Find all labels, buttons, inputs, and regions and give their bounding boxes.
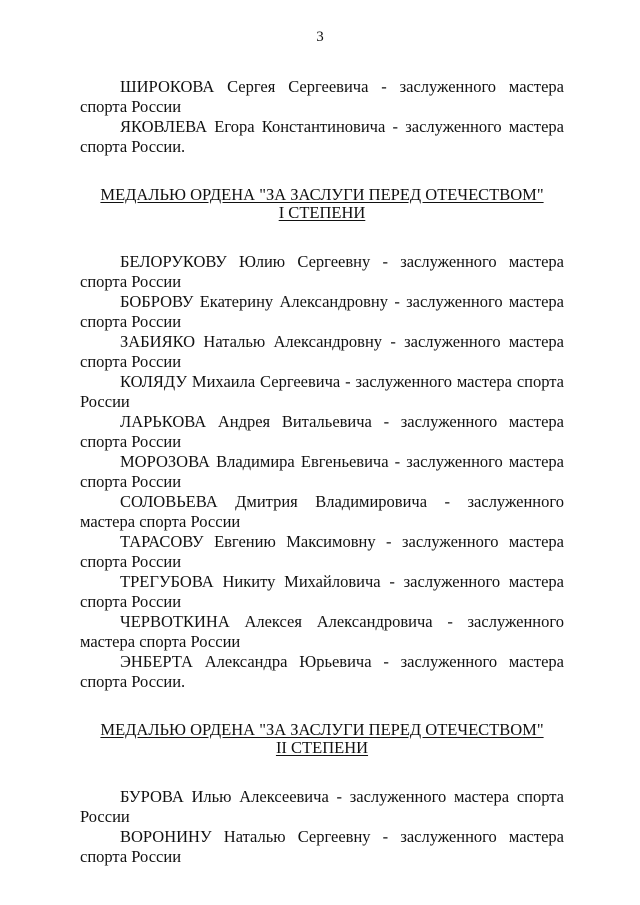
- section-heading-medal-2nd-degree: [80, 721, 564, 757]
- heading-line: II СТЕПЕНИ: [275, 738, 369, 757]
- award-entry: СОЛОВЬЕВА Дмитрия Владимировича - заслуженного мастера спорта России: [80, 492, 564, 531]
- award-entry: ЛАРЬКОВА Андрея Витальевича - заслуженного мастера спорта России: [80, 412, 564, 451]
- page-number: 3: [316, 29, 324, 45]
- award-entry: БОБРОВУ Екатерину Александровну - заслуженного мастера спорта России: [80, 292, 564, 331]
- award-entry: БУРОВА Илью Алексеевича - заслуженного мастера спорта России: [80, 787, 564, 826]
- award-entry: ШИРОКОВА Сергея Сергеевича - заслуженного мастера спорта России: [80, 77, 564, 116]
- decree-text: [80, 77, 564, 867]
- award-entry: ТРЕГУБОВА Никиту Михайловича - заслуженного мастера спорта России: [80, 572, 564, 611]
- award-entry: ВОРОНИНУ Наталью Сергеевну - заслуженного мастера спорта России: [80, 827, 564, 866]
- award-entry: БЕЛОРУКОВУ Юлию Сергеевну - заслуженного мастера спорта России: [80, 252, 564, 291]
- heading-line: МЕДАЛЬЮ ОРДЕНА "ЗА ЗАСЛУГИ ПЕРЕД ОТЕЧЕСТВОМ": [100, 185, 544, 204]
- award-entry: ТАРАСОВУ Евгению Максимовну - заслуженного мастера спорта России: [80, 532, 564, 571]
- award-entry: ЭНБЕРТА Александра Юрьевича - заслуженного мастера спорта России.: [80, 652, 564, 691]
- award-entry: МОРОЗОВА Владимира Евгеньевича - заслуженного мастера спорта России: [80, 452, 564, 491]
- award-entry: ЧЕРВОТКИНА Алексея Александровича - заслуженного мастера спорта России: [80, 612, 564, 651]
- heading-line: МЕДАЛЬЮ ОРДЕНА "ЗА ЗАСЛУГИ ПЕРЕД ОТЕЧЕСТВОМ": [100, 720, 544, 739]
- award-entry: КОЛЯДУ Михаила Сергеевича - заслуженного мастера спорта России: [80, 372, 564, 411]
- award-entry: ЯКОВЛЕВА Егора Константиновича - заслуженного мастера спорта России.: [80, 117, 564, 156]
- section-heading-medal-1st-degree: [80, 186, 564, 222]
- heading-line: I СТЕПЕНИ: [278, 203, 366, 222]
- award-entry: ЗАБИЯКО Наталью Александровну - заслуженного мастера спорта России: [80, 332, 564, 371]
